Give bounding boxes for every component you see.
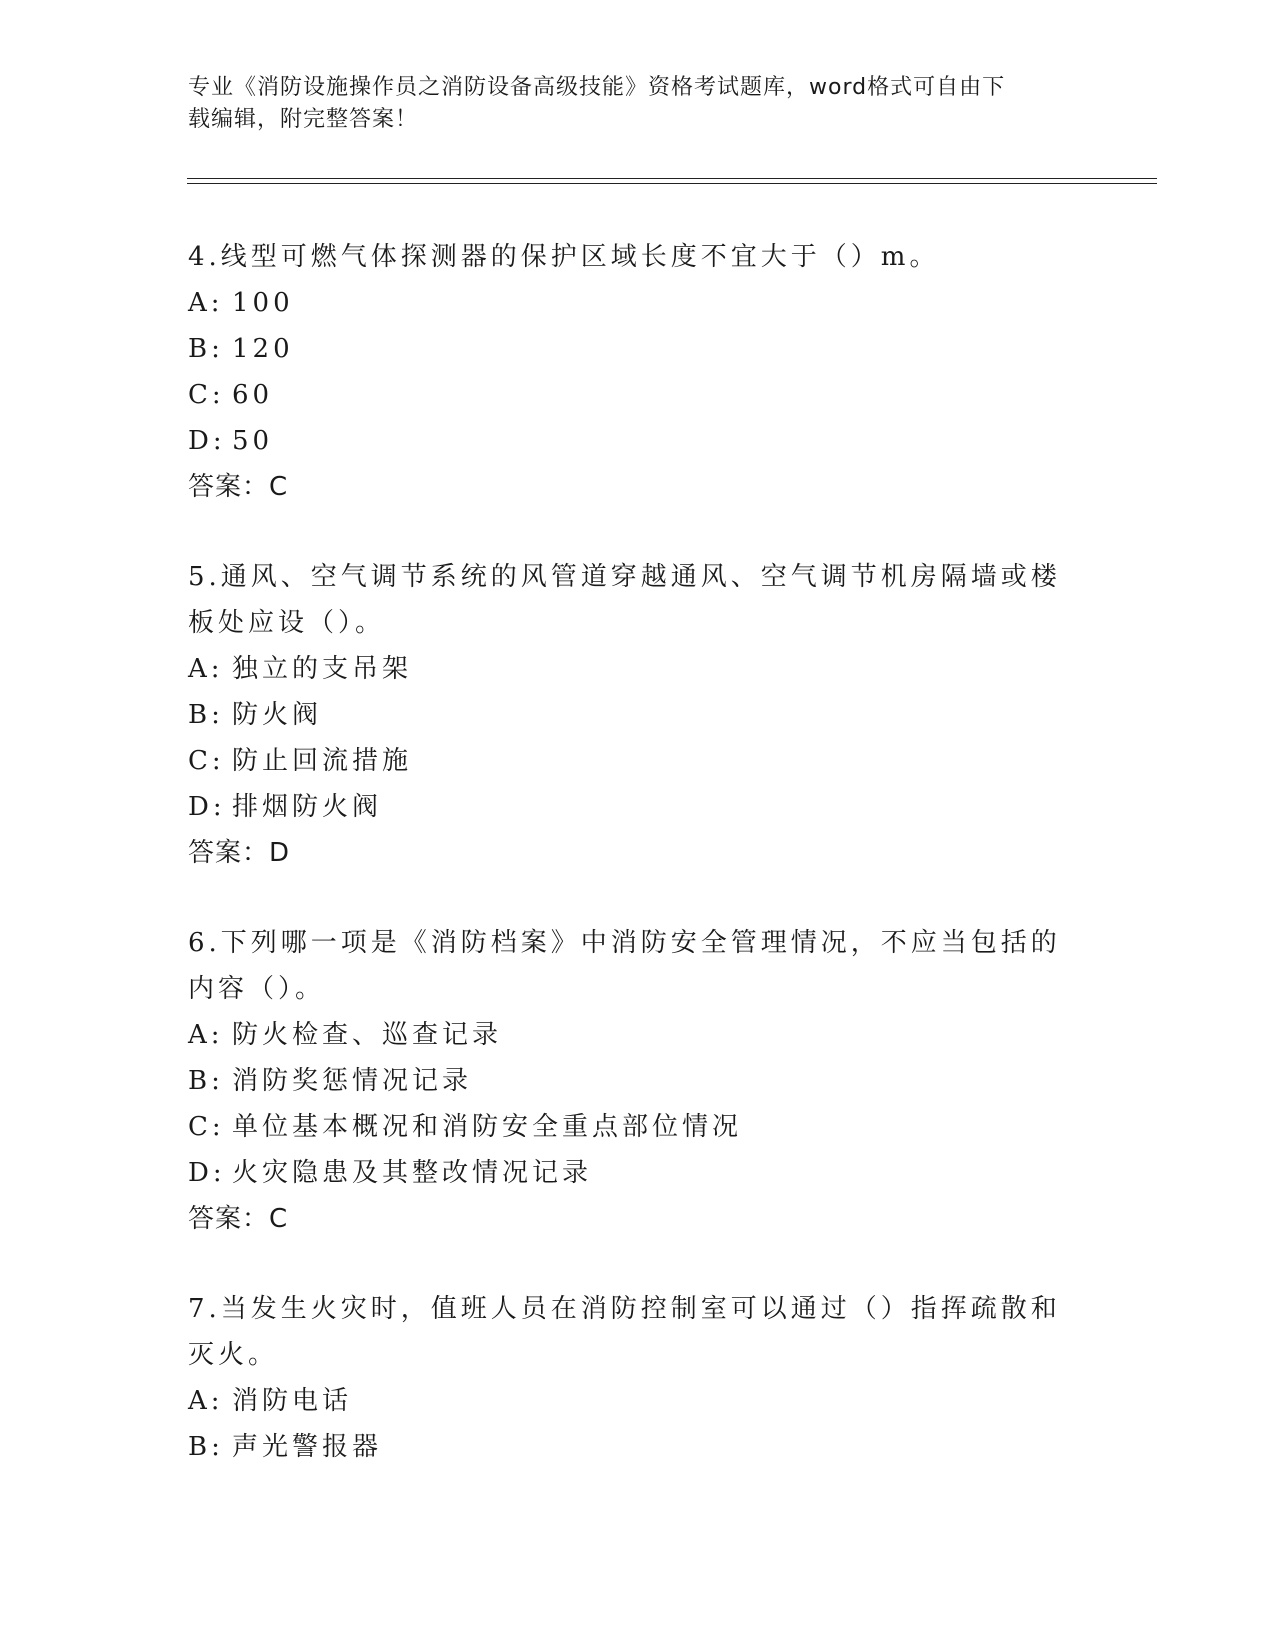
option-text: 声光警报器 (232, 1432, 383, 1462)
option-text: 独立的支吊架 (232, 654, 413, 684)
option-text: 消防奖惩情况记录 (232, 1066, 473, 1096)
header-divider-bottom (187, 183, 1157, 184)
option-text: 防止回流措施 (232, 746, 413, 776)
question-6 (188, 920, 1068, 1242)
header-line-2: 载编辑，附完整答案！ (188, 107, 419, 132)
option-a (188, 1012, 1068, 1058)
option-letter: B: (188, 1066, 224, 1096)
answer-line: 答案：C (188, 472, 289, 502)
option-c (188, 1104, 1068, 1150)
option-b (188, 326, 1068, 372)
option-letter: D: (188, 792, 226, 822)
answer-line: 答案：D (188, 838, 291, 868)
option-letter: B: (188, 1432, 224, 1462)
option-letter: A: (188, 288, 224, 318)
option-d (188, 418, 1068, 464)
option-b (188, 692, 1068, 738)
question-list (188, 234, 1068, 1514)
option-letter: B: (188, 334, 224, 364)
option-a (188, 646, 1068, 692)
option-b (188, 1058, 1068, 1104)
question-5 (188, 554, 1068, 876)
option-text: 50 (232, 426, 274, 456)
option-text: 单位基本概况和消防安全重点部位情况 (232, 1112, 743, 1142)
option-d (188, 784, 1068, 830)
header-divider-top (187, 178, 1157, 179)
option-letter: D: (188, 426, 226, 456)
option-letter: A: (188, 654, 224, 684)
header-line-1: 专业《消防设施操作员之消防设备高级技能》资格考试题库，word格式可自由下 (188, 75, 1006, 100)
document-header (188, 72, 1068, 136)
option-letter: C: (188, 746, 225, 776)
question-stem: 7.当发生火灾时，值班人员在消防控制室可以通过（）指挥疏散和灭火。 (188, 1294, 1061, 1370)
option-letter: C: (188, 380, 225, 410)
question-stem: 4.线型可燃气体探测器的保护区域长度不宜大于（）m。 (188, 242, 940, 272)
answer-line: 答案：C (188, 1204, 289, 1234)
option-c (188, 372, 1068, 418)
option-text: 消防电话 (232, 1386, 353, 1416)
option-text: 120 (232, 334, 294, 364)
question-stem: 6.下列哪一项是《消防档案》中消防安全管理情况，不应当包括的内容（）。 (188, 928, 1061, 1004)
option-a (188, 1378, 1068, 1424)
option-text: 100 (232, 288, 294, 318)
option-text: 火灾隐患及其整改情况记录 (232, 1158, 593, 1188)
option-letter: D: (188, 1158, 226, 1188)
option-c (188, 738, 1068, 784)
option-b (188, 1424, 1068, 1470)
option-text: 防火阀 (232, 700, 323, 730)
question-4 (188, 234, 1068, 510)
option-text: 排烟防火阀 (232, 792, 383, 822)
option-letter: B: (188, 700, 224, 730)
question-stem: 5.通风、空气调节系统的风管道穿越通风、空气调节机房隔墙或楼板处应设（）。 (188, 562, 1061, 638)
option-text: 防火检查、巡查记录 (232, 1020, 503, 1050)
option-letter: C: (188, 1112, 225, 1142)
option-letter: A: (188, 1386, 224, 1416)
option-text: 60 (232, 380, 274, 410)
question-7 (188, 1286, 1068, 1470)
option-a (188, 280, 1068, 326)
option-d (188, 1150, 1068, 1196)
option-letter: A: (188, 1020, 224, 1050)
